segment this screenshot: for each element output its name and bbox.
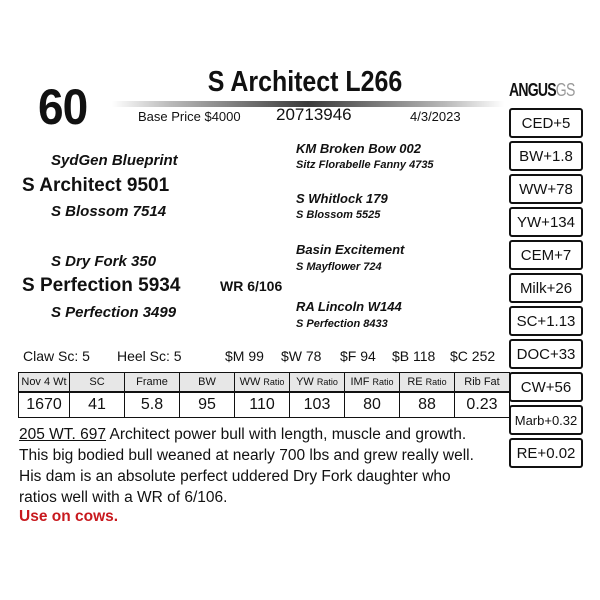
value-rib-fat: 0.23 <box>455 392 510 418</box>
index-b: $B 118 <box>392 348 436 364</box>
epd-cw: CW+56 <box>509 372 583 402</box>
col-header-ww-ratio: WW Ratio <box>235 373 290 393</box>
col-header-imf-ratio: IMF Ratio <box>345 373 400 393</box>
sire-sire-dam: Sitz Florabelle Fanny 4735 <box>296 159 434 171</box>
dam-dam-sire: RA Lincoln W144 <box>296 299 402 314</box>
birth-date: 4/3/2023 <box>410 109 461 124</box>
value-re-ratio: 88 <box>400 392 455 418</box>
animal-name: S Architect L266 <box>207 66 403 98</box>
angus-logo-suffix: GS <box>555 80 575 100</box>
sire-dam-sire: S Whitlock 179 <box>296 191 388 206</box>
col-header-yw-ratio: YW Ratio <box>290 373 345 393</box>
weaning-ratio: WR 6/106 <box>220 278 283 294</box>
dam-dam: S Perfection 3499 <box>51 304 177 321</box>
dam-sire-sire: Basin Excitement <box>296 242 405 257</box>
epd-milk: Milk+26 <box>509 273 583 303</box>
epd-doc: DOC+33 <box>509 339 583 369</box>
angus-logo <box>509 80 575 101</box>
epd-re: RE+0.02 <box>509 438 583 468</box>
dam: S Perfection 5934 <box>22 275 181 296</box>
heel-score: Heel Sc: 5 <box>117 348 182 364</box>
sire-sire: SydGen Blueprint <box>51 152 178 169</box>
value-sc: 41 <box>70 392 125 418</box>
claw-score: Claw Sc: 5 <box>23 348 90 364</box>
dam-sire: S Dry Fork 350 <box>51 253 157 270</box>
registration-number: 20713946 <box>276 105 352 124</box>
epd-ww: WW+78 <box>509 174 583 204</box>
epd-bw: BW+1.8 <box>509 141 583 171</box>
value-frame: 5.8 <box>125 392 180 418</box>
value-ww-ratio: 110 <box>235 392 290 418</box>
col-header-rib-fat: Rib Fat <box>455 373 510 393</box>
comments-body: Architect power bull with length, muscle and growth. This big bodied bull weaned at nearly 700 lbs and grew really well. His dam is an absolute perfect uddered Dry Fork daughter who ratios well with a WR of 6/106. <box>19 426 474 506</box>
col-header-re-ratio: RE Ratio <box>400 373 455 393</box>
epd-cem: CEM+7 <box>509 240 583 270</box>
weaning-weight: 205 WT. 697 <box>19 426 107 443</box>
value-imf-ratio: 80 <box>345 392 400 418</box>
sire-sire-sire: KM Broken Bow 002 <box>296 141 421 156</box>
index-c: $C 252 <box>450 348 496 364</box>
sire-dam-dam: S Blossom 5525 <box>296 209 381 221</box>
value-nov-wt: 1670 <box>19 392 70 418</box>
epd-yw: YW+134 <box>509 207 583 237</box>
dam-sire-dam: S Mayflower 724 <box>296 261 382 273</box>
index-m: $M 99 <box>225 348 264 364</box>
sire: S Architect 9501 <box>22 175 170 196</box>
epd-ced: CED+5 <box>509 108 583 138</box>
epd-sc: SC+1.13 <box>509 306 583 336</box>
sire-dam: S Blossom 7514 <box>51 203 167 220</box>
epd-marb: Marb+0.32 <box>509 405 583 435</box>
value-bw: 95 <box>180 392 235 418</box>
col-header-sc: SC <box>70 373 125 393</box>
use-on-cows-note: Use on cows. <box>19 508 119 525</box>
col-header-bw: BW <box>180 373 235 393</box>
index-w: $W 78 <box>281 348 322 364</box>
dam-dam-dam: S Perfection 8433 <box>296 318 388 330</box>
performance-value-row <box>19 392 510 418</box>
index-f: $F 94 <box>340 348 376 364</box>
performance-table <box>18 372 510 418</box>
col-header-frame: Frame <box>125 373 180 393</box>
value-yw-ratio: 103 <box>290 392 345 418</box>
angus-logo-text: ANGUS <box>509 80 556 100</box>
lot-number: 60 <box>38 79 88 135</box>
performance-header-row <box>19 373 510 393</box>
base-price: Base Price $4000 <box>138 109 241 124</box>
col-header-nov-wt: Nov 4 Wt <box>19 373 70 393</box>
comments <box>19 424 489 508</box>
